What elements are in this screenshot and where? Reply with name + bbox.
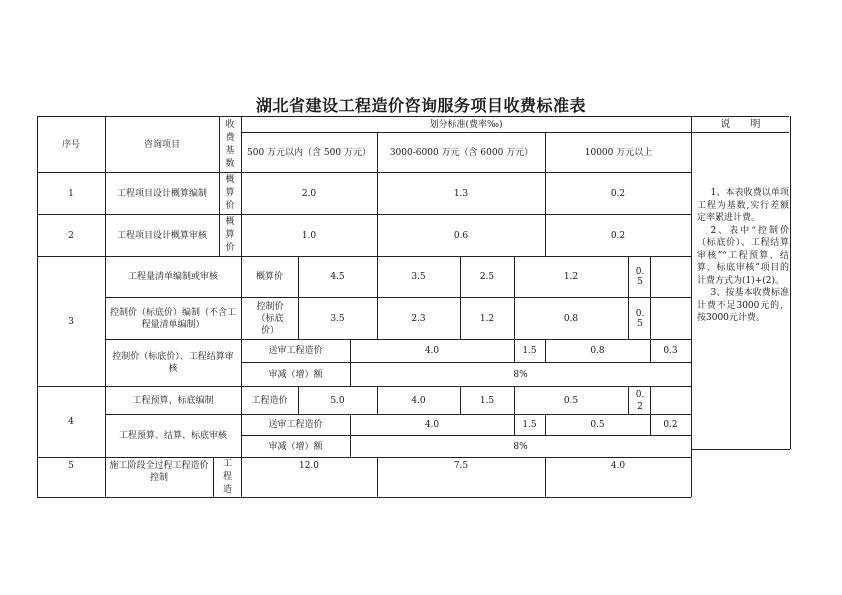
row3c-value-1: 4.0 [424, 346, 440, 356]
row2-seq: 2 [68, 230, 74, 241]
row3c-value-3: 0.8 [590, 346, 605, 356]
notes-column [697, 187, 789, 325]
row4a-value-5: 0.2 [635, 389, 645, 412]
row4a-value-4: 0.5 [563, 395, 579, 406]
row4b-basis-1: 送审工程造价 [268, 420, 323, 430]
row4b-value-3: 0.5 [590, 420, 605, 430]
row5-value-2: 7.5 [453, 461, 469, 471]
row4a-value-3: 1.5 [479, 395, 495, 406]
row3c-value-4: 0.3 [663, 346, 678, 356]
row3a-value-5: 0.5 [635, 267, 645, 287]
row4b-value-2: 1.5 [522, 420, 537, 430]
row3a-value-3: 2.5 [479, 272, 495, 282]
note-3: 3、按基本收费标准计费不足3000元的，按3000元计费。 [697, 288, 789, 323]
row4b-value-1: 4.0 [424, 420, 440, 430]
row3a-basis: 概算价 [255, 272, 283, 282]
note-2: 2、表中“控制价（标底价）、工程结算审核”“工程预算、结算、标底审核”项目的计费方式为(1)+(2)。 [697, 225, 789, 286]
row2-value-2: 0.6 [453, 230, 469, 241]
row2-value-3: 0.2 [610, 230, 626, 241]
row4-seq: 4 [68, 417, 74, 427]
row3b-project: 控制价（标底价）编制（不含工程量清单编制） [109, 307, 236, 330]
row5-project: 施工阶段全过程工程造价控制 [109, 461, 209, 483]
header-tier-3: 10000 万元以上 [584, 147, 653, 158]
row4b-value-4: 0.2 [663, 420, 678, 430]
header-project: 咨询项目 [143, 139, 180, 150]
row5-value-1: 12.0 [298, 461, 320, 471]
row3b-value-2: 2.3 [411, 313, 426, 324]
row4a-basis: 工程造价 [251, 395, 288, 406]
row1-basis: 概算价 [225, 175, 235, 211]
note-1: 1、本表收费以单项工程为基数,实行差额定率累进计费。 [697, 188, 789, 223]
header-tier-1: 500 万元以内（含 500 万元） [247, 147, 371, 158]
row3a-project: 工程量清单编制或审核 [127, 272, 218, 282]
row1-project: 工程项目设计概算编制 [116, 188, 207, 199]
row2-basis: 概算价 [225, 217, 235, 253]
header-tier-2: 3000-6000 万元（含 6000 万元） [389, 147, 534, 158]
row3b-basis: 控制价（标底价） [256, 301, 284, 336]
row1-seq: 1 [68, 188, 74, 199]
row4a-project: 工程预算、标底编制 [132, 395, 214, 406]
row3b-value-3: 1.2 [479, 313, 495, 324]
row3a-value-4: 1.2 [563, 272, 579, 282]
row2-value-1: 1.0 [301, 230, 317, 241]
row4a-value-2: 4.0 [411, 395, 426, 406]
row3-seq: 3 [68, 316, 74, 327]
row4a-value-1: 5.0 [330, 395, 345, 406]
row3c-basis-2: 审减（增）额 [268, 369, 323, 380]
row3c-basis-1: 送审工程造价 [268, 346, 323, 356]
row3b-value-1: 3.5 [330, 313, 345, 324]
row3a-value-1: 4.5 [330, 272, 345, 282]
row5-basis: 工程造 [222, 459, 232, 495]
row3b-value-5: 0.5 [635, 308, 645, 329]
row3c-value-2: 1.5 [522, 346, 537, 356]
header-notes: 说 明 [720, 118, 761, 130]
header-basis: 收费基数 [225, 119, 235, 169]
row4b-basis-2: 审减（增）额 [268, 441, 323, 452]
row1-value-2: 1.3 [453, 188, 469, 199]
row3b-value-4: 0.8 [563, 313, 579, 324]
row5-value-3: 4.0 [610, 461, 626, 471]
page-title: 湖北省建设工程造价咨询服务项目收费标准表 [255, 96, 586, 115]
row3a-value-2: 3.5 [411, 272, 426, 282]
row1-value-3: 0.2 [610, 188, 626, 199]
header-seq: 序号 [61, 139, 80, 150]
row4b-project: 工程预算、结算、标底审核 [118, 431, 227, 441]
row2-project: 工程项目设计概算审核 [116, 230, 207, 241]
row3c-project: 控制价（标底价）、工程结算审核 [112, 352, 234, 374]
header-standard: 划分标准(费率‰) [429, 119, 503, 130]
row4b-rate: 8% [513, 441, 528, 452]
row1-value-1: 2.0 [301, 188, 317, 199]
row5-seq: 5 [68, 461, 74, 471]
row3c-rate: 8% [513, 369, 528, 380]
